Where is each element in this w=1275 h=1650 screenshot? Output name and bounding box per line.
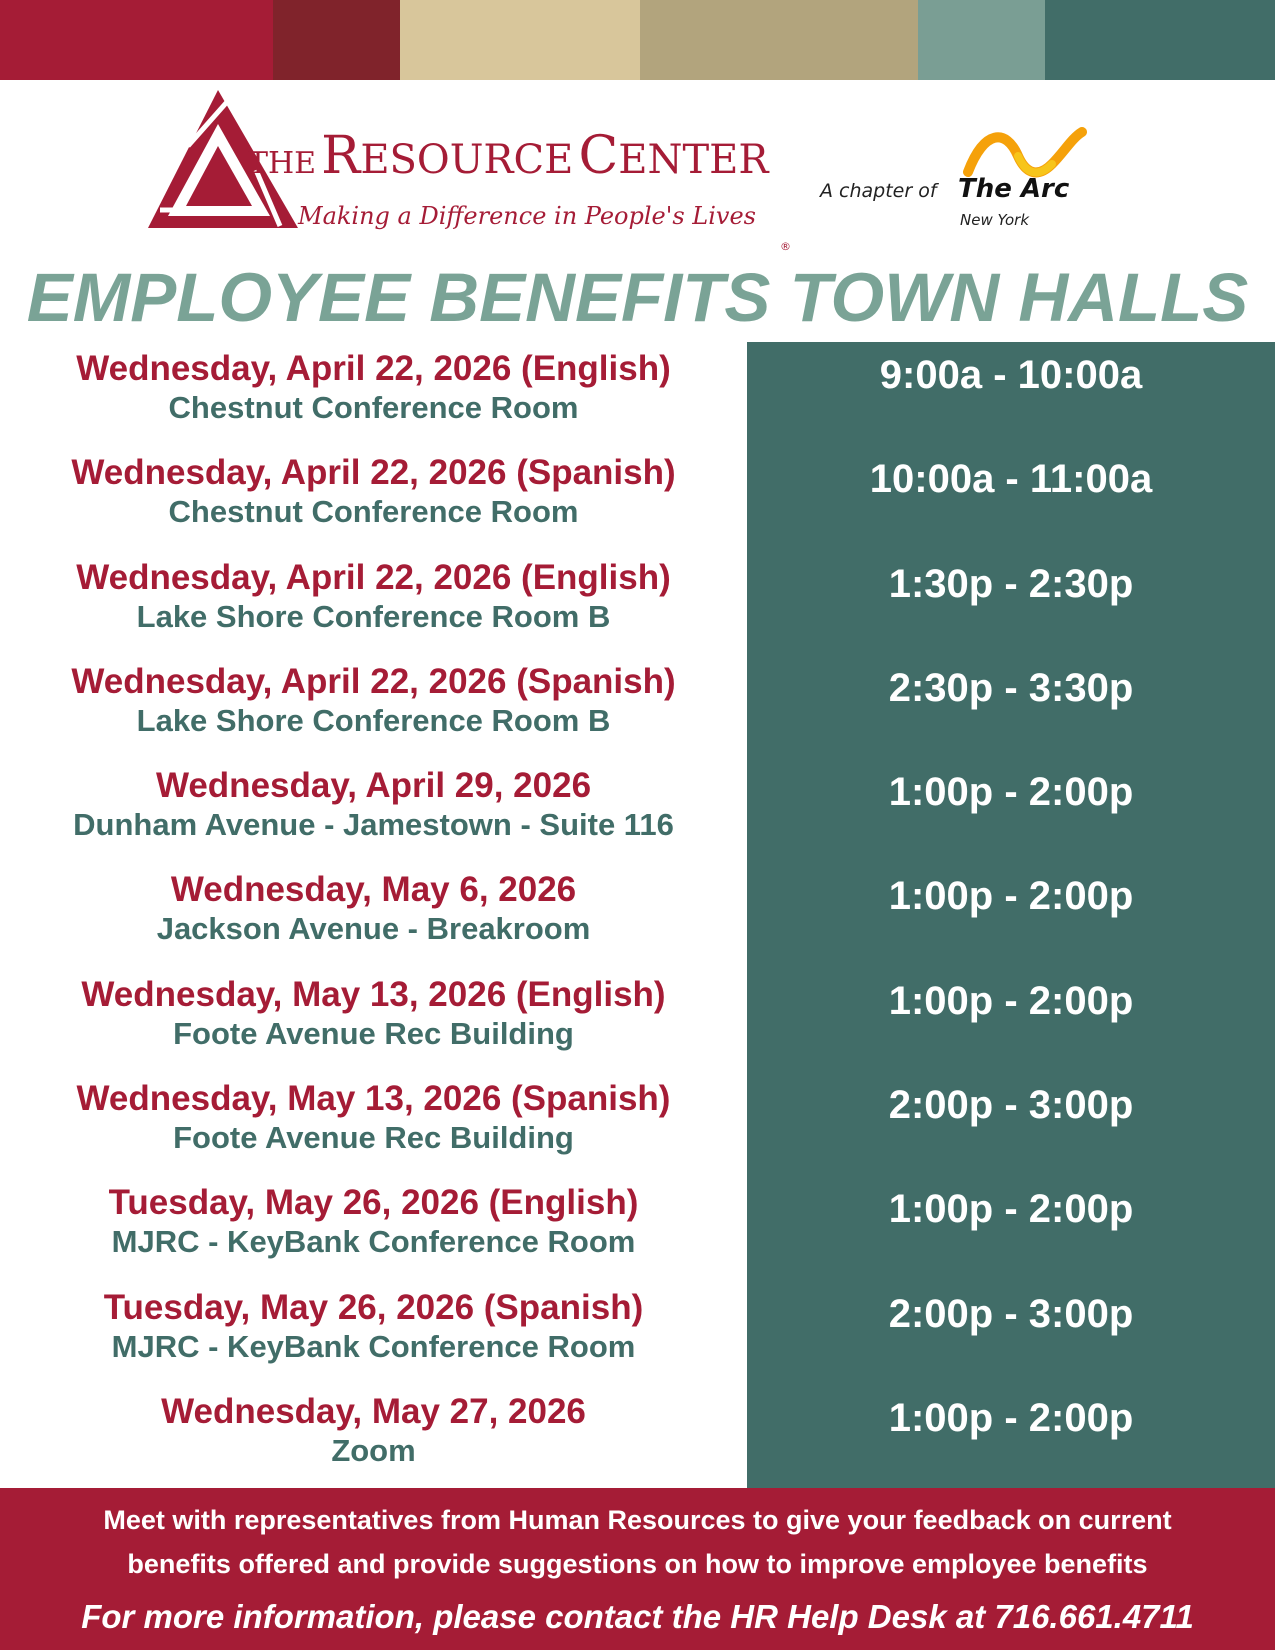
list-item [0,558,1275,662]
color-swatch [0,0,273,80]
chapter-prefix: A chapter of [820,180,937,202]
arc-org-sub: New York [960,211,1030,229]
registered-mark: ® [780,240,791,253]
logo-title [248,126,768,186]
session-location: Dunham Avenue - Jamestown - Suite 116 [73,807,674,843]
logo-title-c: C [578,126,619,186]
session-details [0,662,747,740]
session-location: Lake Shore Conference Room B [136,598,611,634]
logo-title-esource: ESOURCE [360,137,574,183]
list-item [0,766,1275,870]
session-details [0,349,747,427]
list-item [0,975,1275,1079]
session-time: 10:00a - 11:00a [869,457,1153,502]
sessions-list [0,349,1275,1496]
session-time: 1:00p - 2:00p [888,1187,1134,1232]
session-location: Jackson Avenue - Breakroom [156,911,591,947]
session-date: Tuesday, May 26, 2026 (English) [108,1183,639,1223]
session-date: Wednesday, April 22, 2026 (Spanish) [71,453,676,493]
session-time: 1:00p - 2:00p [888,874,1134,919]
footer-contact: For more information, please contact the HR Help Desk at 716.661.4711 [81,1598,1194,1635]
session-time: 2:30p - 3:30p [888,665,1134,710]
session-details [0,766,747,844]
list-item [0,1392,1275,1496]
list-item [0,1079,1275,1183]
color-swatch [273,0,400,80]
footer-banner [0,1488,1275,1650]
session-date: Tuesday, May 26, 2026 (Spanish) [103,1287,644,1327]
arc-org-name: The Arc [958,174,1070,204]
session-date: Wednesday, April 29, 2026 [155,766,592,806]
session-time: 2:00p - 3:00p [888,1291,1134,1336]
session-details [0,1183,747,1261]
session-location: MJRC - KeyBank Conference Room [111,1224,636,1260]
session-time: 1:00p - 2:00p [888,1395,1134,1440]
session-details [0,870,747,948]
footer-message [0,1498,1275,1586]
list-item [0,349,1275,453]
resource-center-logo [148,88,798,253]
color-swatch [918,0,1045,80]
session-date: Wednesday, May 6, 2026 [170,870,577,910]
session-date: Wednesday, April 22, 2026 (English) [76,557,671,597]
session-date: Wednesday, April 22, 2026 (English) [76,349,671,388]
page-title: EMPLOYEE BENEFITS TOWN HALLS [26,259,1249,336]
color-swatch [400,0,640,80]
chapter-affiliation [820,126,1120,236]
list-item [0,870,1275,974]
session-time: 9:00a - 10:00a [879,353,1143,397]
session-time: 1:00p - 2:00p [888,978,1134,1023]
session-date: Wednesday, May 27, 2026 [161,1391,586,1431]
session-date: Wednesday, April 22, 2026 (Spanish) [71,661,676,701]
footer-message-line: benefits offered and provide suggestions on how to improve employee benefits [127,1549,1148,1579]
color-swatch [640,0,918,80]
session-location: Chestnut Conference Room [168,390,579,425]
session-details [0,1392,747,1470]
color-swatch [1045,0,1275,80]
logo-title-enter: ENTER [618,137,769,183]
session-details [0,1288,747,1366]
logo-title-the: THE [248,146,317,181]
session-location: Foote Avenue Rec Building [173,1015,574,1051]
session-time: 1:30p - 2:30p [888,561,1134,606]
session-time: 2:00p - 3:00p [888,1083,1134,1128]
session-details [0,975,747,1053]
session-details [0,453,747,531]
session-location: Foote Avenue Rec Building [173,1120,574,1156]
session-details [0,558,747,636]
session-location: Zoom [331,1432,416,1468]
session-details [0,1079,747,1157]
logo-tagline: Making a Difference in People's Lives [298,202,756,230]
session-location: Lake Shore Conference Room B [136,702,611,738]
session-location: MJRC - KeyBank Conference Room [111,1328,636,1364]
session-date: Wednesday, May 13, 2026 (Spanish) [76,1079,671,1119]
list-item [0,1288,1275,1392]
brand-color-stripe [0,0,1275,80]
session-time: 1:00p - 2:00p [888,770,1134,815]
logo-title-r: R [321,126,361,186]
footer-message-line: Meet with representatives from Human Resources to give your feedback on current [103,1505,1172,1535]
session-date: Wednesday, May 13, 2026 (English) [81,974,666,1014]
list-item [0,453,1275,557]
session-location: Chestnut Conference Room [168,494,579,530]
list-item [0,662,1275,766]
list-item [0,1183,1275,1287]
